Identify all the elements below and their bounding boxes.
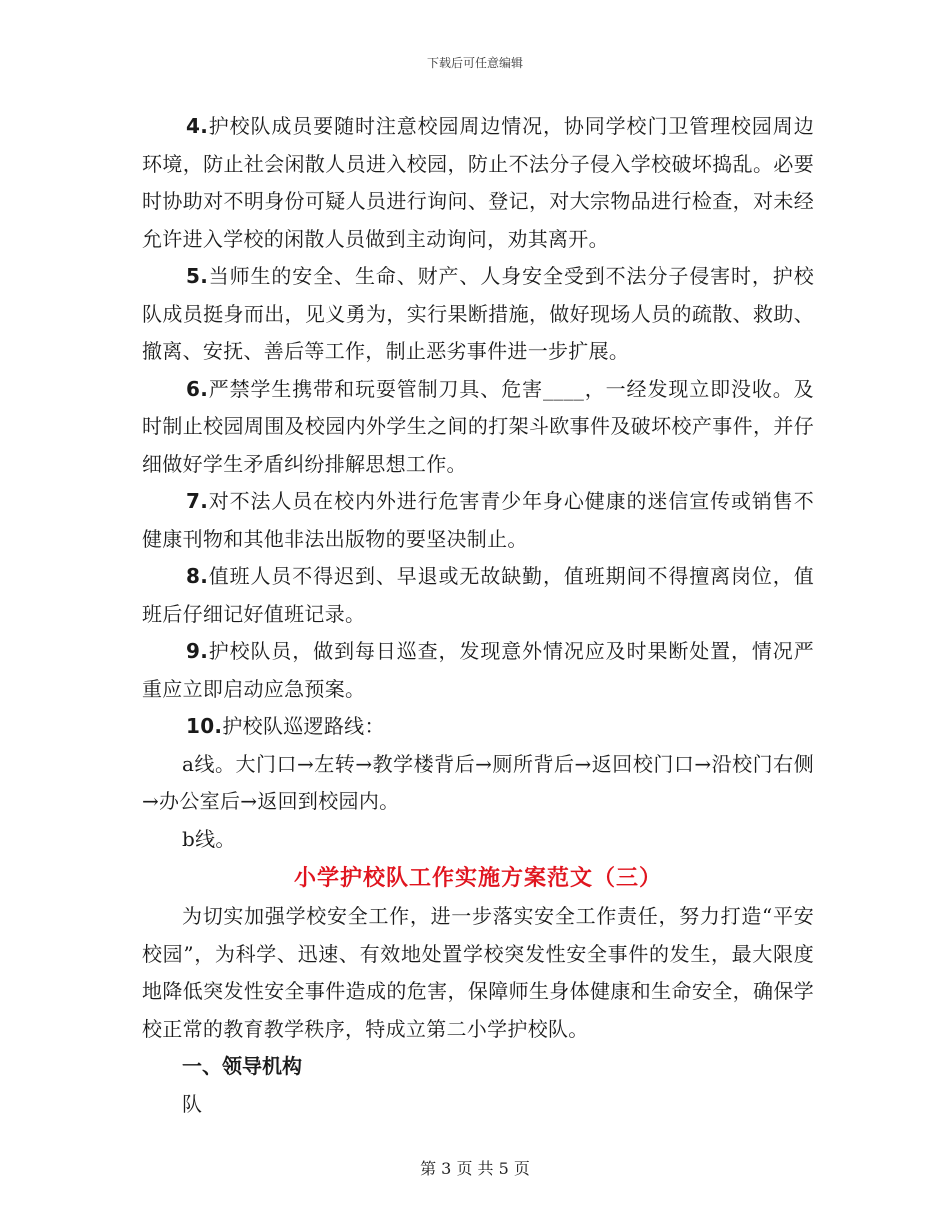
item-number: 4. xyxy=(186,114,209,138)
section-title: 小学护校队工作实施方案范文（三） xyxy=(293,865,662,891)
list-item-8 xyxy=(142,558,814,633)
page-footer: 第 3 页 共 5 页 xyxy=(420,1159,530,1178)
list-item-7 xyxy=(142,483,814,558)
item-number: 9. xyxy=(186,639,209,663)
list-item-5 xyxy=(142,258,814,371)
trailing-text: 队 xyxy=(182,1091,203,1116)
section-heading: 一、领导机构 xyxy=(182,1054,302,1078)
route-a: a线。大门口→左转→教学楼背后→厕所背后→返回校门口→沿校门右侧→办公室后→返回到校园内。 xyxy=(142,751,814,813)
item-number: 5. xyxy=(186,264,209,288)
item-text: 护校队巡逻路线： xyxy=(222,714,385,738)
item-number: 8. xyxy=(186,564,209,588)
list-item-6 xyxy=(142,371,814,484)
list-item-4 xyxy=(142,108,814,258)
item-number: 7. xyxy=(186,489,209,513)
document-body xyxy=(142,108,814,1123)
item-text: 值班人员不得迟到、早退或无故缺勤，值班期间不得擅离岗位，值班后仔细记好值班记录。 xyxy=(142,564,814,626)
list-item-9 xyxy=(142,633,814,708)
item-text: 护校队员，做到每日巡查，发现意外情况应及时果断处置，情况严重应立即启动应急预案。 xyxy=(142,639,814,701)
list-item-10 xyxy=(142,708,814,746)
intro-paragraph: 为切实加强学校安全工作，进一步落实安全工作责任，努力打造“平安校园”，为科学、迅速、有效地处置学校突发性安全事件的发生，最大限度地降低突发性安全事件造成的危害，保障师生身体健康和生命安全，确保学校正常的教育教学秩序，特成立第二小学护校队。 xyxy=(142,904,814,1041)
item-number: 6. xyxy=(186,376,209,401)
route-b: b线。 xyxy=(182,826,236,851)
item-text: 护校队成员要随时注意校园周边情况，协同学校门卫管理校园周边环境，防止社会闲散人员进入校园，防止不法分子侵入学校破坏捣乱。必要时协助对不明身份可疑人员进行询问、登记，对大宗物品进行检查，对未经允许进入学校的闲散人员做到主动询问，劝其离开。 xyxy=(142,114,814,251)
item-text: 对不法人员在校内外进行危害青少年身心健康的迷信宣传或销售不健康刊物和其他非法出版物的要坚决制止。 xyxy=(142,489,814,551)
item-text: 当师生的安全、生命、财产、人身安全受到不法分子侵害时，护校队成员挺身而出，见义勇为，实行果断措施，做好现场人员的疏散、救助、撤离、安抚、善后等工作，制止恶劣事件进一步扩展。 xyxy=(142,264,814,363)
page-header: 下载后可任意编辑 xyxy=(426,56,523,70)
item-text: 严禁学生携带和玩耍管制刀具、危害____，一经发现立即没收。及时制止校园周围及校园内外学生之间的打架斗欧事件及破坏校产事件，并仔细做好学生矛盾纠纷排解思想工作。 xyxy=(142,376,814,476)
item-number: 10. xyxy=(186,714,223,738)
